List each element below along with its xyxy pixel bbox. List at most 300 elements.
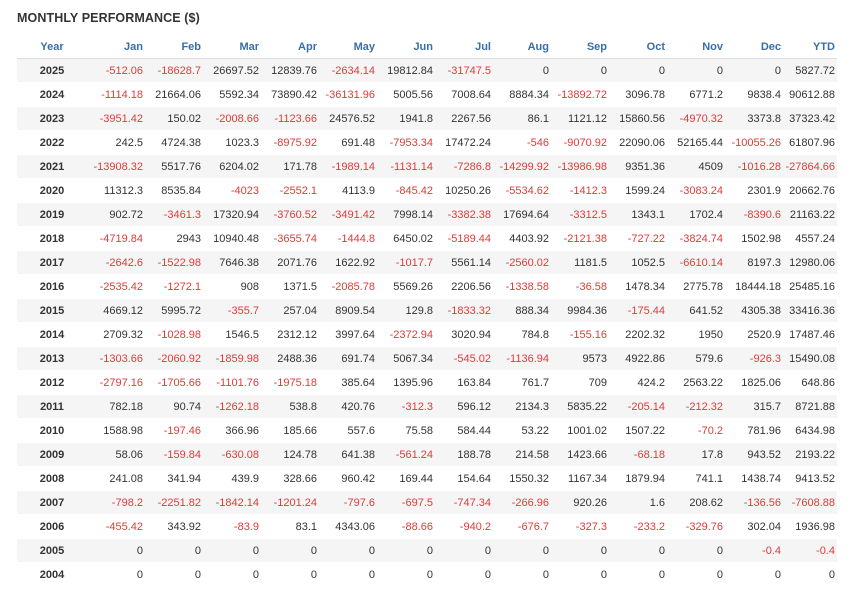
month-value-cell: 943.52 — [725, 443, 783, 467]
month-value-cell: -1338.58 — [493, 275, 551, 299]
month-value-cell: -1989.14 — [319, 155, 377, 179]
month-value-cell: 3096.78 — [609, 83, 667, 107]
month-value-cell: -3655.74 — [261, 227, 319, 251]
month-value-cell: 185.66 — [261, 419, 319, 443]
month-value-cell: -2560.02 — [493, 251, 551, 275]
month-value-cell: -83.9 — [203, 515, 261, 539]
year-cell: 2010 — [17, 419, 87, 443]
month-value-cell: 0 — [493, 59, 551, 83]
month-value-cell: -329.76 — [667, 515, 725, 539]
month-value-cell: 1023.3 — [203, 131, 261, 155]
month-value-cell: 4724.38 — [145, 131, 203, 155]
month-value-cell: -3083.24 — [667, 179, 725, 203]
month-value-cell: 2134.3 — [493, 395, 551, 419]
month-value-cell: 741.1 — [667, 467, 725, 491]
month-value-cell: 5005.56 — [377, 83, 435, 107]
ytd-cell: 5827.72 — [783, 59, 837, 83]
month-value-cell: -3824.74 — [667, 227, 725, 251]
month-value-cell: 75.58 — [377, 419, 435, 443]
month-value-cell: 241.08 — [87, 467, 145, 491]
month-value-cell: 150.02 — [145, 107, 203, 131]
ytd-cell: 90612.88 — [783, 83, 837, 107]
month-value-cell: 782.18 — [87, 395, 145, 419]
ytd-cell: -0.4 — [783, 539, 837, 563]
month-value-cell: 83.1 — [261, 515, 319, 539]
month-value-cell: 960.42 — [319, 467, 377, 491]
ytd-cell: 33416.36 — [783, 299, 837, 323]
month-value-cell: 10940.48 — [203, 227, 261, 251]
month-value-cell: 52165.44 — [667, 131, 725, 155]
month-value-cell: 4403.92 — [493, 227, 551, 251]
month-value-cell: -798.2 — [87, 491, 145, 515]
month-value-cell: 0 — [609, 539, 667, 563]
ytd-cell: 6434.98 — [783, 419, 837, 443]
month-value-cell: 10250.26 — [435, 179, 493, 203]
month-value-cell: 1546.5 — [203, 323, 261, 347]
month-value-cell: -1136.94 — [493, 347, 551, 371]
year-cell: 2022 — [17, 131, 87, 155]
column-header-dec: Dec — [725, 36, 783, 59]
month-value-cell: -212.32 — [667, 395, 725, 419]
month-value-cell: 1599.24 — [609, 179, 667, 203]
month-value-cell: 1121.12 — [551, 107, 609, 131]
year-cell: 2006 — [17, 515, 87, 539]
month-value-cell: 7998.14 — [377, 203, 435, 227]
month-value-cell: -2552.1 — [261, 179, 319, 203]
year-cell: 2025 — [17, 59, 87, 83]
month-value-cell: 8884.34 — [493, 83, 551, 107]
month-value-cell: 0 — [319, 539, 377, 563]
month-value-cell: 691.48 — [319, 131, 377, 155]
month-value-cell: -312.3 — [377, 395, 435, 419]
table-row — [17, 203, 837, 227]
table-row — [17, 515, 837, 539]
month-value-cell: 2520.9 — [725, 323, 783, 347]
month-value-cell: 1181.5 — [551, 251, 609, 275]
month-value-cell: 86.1 — [493, 107, 551, 131]
month-value-cell: -676.7 — [493, 515, 551, 539]
year-cell: 2021 — [17, 155, 87, 179]
month-value-cell: -233.2 — [609, 515, 667, 539]
month-value-cell: 0 — [261, 563, 319, 587]
ytd-cell: 9413.52 — [783, 467, 837, 491]
month-value-cell: -266.96 — [493, 491, 551, 515]
ytd-cell: 17487.46 — [783, 323, 837, 347]
month-value-cell: 584.44 — [435, 419, 493, 443]
month-value-cell: 0 — [725, 59, 783, 83]
month-value-cell: 0 — [551, 563, 609, 587]
month-value-cell: -455.42 — [87, 515, 145, 539]
year-cell: 2009 — [17, 443, 87, 467]
column-header-year: Year — [17, 36, 87, 59]
month-value-cell: -1017.7 — [377, 251, 435, 275]
month-value-cell: 0 — [87, 563, 145, 587]
month-value-cell: 17694.64 — [493, 203, 551, 227]
month-value-cell: 596.12 — [435, 395, 493, 419]
ytd-cell: 37323.42 — [783, 107, 837, 131]
month-value-cell: -2060.92 — [145, 347, 203, 371]
month-value-cell: 641.52 — [667, 299, 725, 323]
month-value-cell: 420.76 — [319, 395, 377, 419]
month-value-cell: -3760.52 — [261, 203, 319, 227]
month-value-cell: -1123.66 — [261, 107, 319, 131]
ytd-cell: 12980.06 — [783, 251, 837, 275]
month-value-cell: -70.2 — [667, 419, 725, 443]
column-header-aug: Aug — [493, 36, 551, 59]
month-value-cell: 2202.32 — [609, 323, 667, 347]
month-value-cell: -747.34 — [435, 491, 493, 515]
year-cell: 2004 — [17, 563, 87, 587]
month-value-cell: 784.8 — [493, 323, 551, 347]
ytd-cell: -7608.88 — [783, 491, 837, 515]
month-value-cell: 53.22 — [493, 419, 551, 443]
month-value-cell: -845.42 — [377, 179, 435, 203]
month-value-cell: -7953.34 — [377, 131, 435, 155]
ytd-cell: 20662.76 — [783, 179, 837, 203]
month-value-cell: 1423.66 — [551, 443, 609, 467]
year-cell: 2015 — [17, 299, 87, 323]
month-value-cell: 7646.38 — [203, 251, 261, 275]
month-value-cell: -5189.44 — [435, 227, 493, 251]
month-value-cell: -797.6 — [319, 491, 377, 515]
month-value-cell: 0 — [609, 59, 667, 83]
month-value-cell: -1131.14 — [377, 155, 435, 179]
column-header-oct: Oct — [609, 36, 667, 59]
month-value-cell: 2563.22 — [667, 371, 725, 395]
month-value-cell: 4113.9 — [319, 179, 377, 203]
month-value-cell: 11312.3 — [87, 179, 145, 203]
month-value-cell: 781.96 — [725, 419, 783, 443]
month-value-cell: 902.72 — [87, 203, 145, 227]
month-value-cell: -940.2 — [435, 515, 493, 539]
month-value-cell: -31747.5 — [435, 59, 493, 83]
month-value-cell: -197.46 — [145, 419, 203, 443]
month-value-cell: -1101.76 — [203, 371, 261, 395]
ytd-cell: 0 — [783, 563, 837, 587]
month-value-cell: 1001.02 — [551, 419, 609, 443]
month-value-cell: 17320.94 — [203, 203, 261, 227]
month-value-cell: 315.7 — [725, 395, 783, 419]
month-value-cell: 1588.98 — [87, 419, 145, 443]
month-value-cell: 24576.52 — [319, 107, 377, 131]
month-value-cell: 2943 — [145, 227, 203, 251]
month-value-cell: 90.74 — [145, 395, 203, 419]
year-cell: 2024 — [17, 83, 87, 107]
month-value-cell: -3461.3 — [145, 203, 203, 227]
table-row — [17, 299, 837, 323]
ytd-cell: 25485.16 — [783, 275, 837, 299]
month-value-cell: 424.2 — [609, 371, 667, 395]
year-cell: 2016 — [17, 275, 87, 299]
column-header-sep: Sep — [551, 36, 609, 59]
ytd-cell: 1936.98 — [783, 515, 837, 539]
table-row — [17, 107, 837, 131]
column-header-jun: Jun — [377, 36, 435, 59]
month-value-cell: 691.74 — [319, 347, 377, 371]
month-value-cell: 12839.76 — [261, 59, 319, 83]
month-value-cell: -3382.38 — [435, 203, 493, 227]
month-value-cell: -4970.32 — [667, 107, 725, 131]
month-value-cell: 257.04 — [261, 299, 319, 323]
month-value-cell: 0 — [493, 563, 551, 587]
table-row — [17, 83, 837, 107]
month-value-cell: 0 — [551, 539, 609, 563]
month-value-cell: 385.64 — [319, 371, 377, 395]
month-value-cell: 0 — [435, 539, 493, 563]
year-cell: 2007 — [17, 491, 87, 515]
month-value-cell: 214.58 — [493, 443, 551, 467]
month-value-cell: -1444.8 — [319, 227, 377, 251]
month-value-cell: 761.7 — [493, 371, 551, 395]
column-header-may: May — [319, 36, 377, 59]
month-value-cell: 0 — [493, 539, 551, 563]
month-value-cell: -1303.66 — [87, 347, 145, 371]
month-value-cell: 4922.86 — [609, 347, 667, 371]
month-value-cell: -175.44 — [609, 299, 667, 323]
month-value-cell: -1975.18 — [261, 371, 319, 395]
month-value-cell: 8535.84 — [145, 179, 203, 203]
month-value-cell: -7286.8 — [435, 155, 493, 179]
month-value-cell: 2301.9 — [725, 179, 783, 203]
month-value-cell: 328.66 — [261, 467, 319, 491]
month-value-cell: 1941.8 — [377, 107, 435, 131]
table-row — [17, 491, 837, 515]
month-value-cell: 888.34 — [493, 299, 551, 323]
month-value-cell: 73890.42 — [261, 83, 319, 107]
month-value-cell: 5835.22 — [551, 395, 609, 419]
month-value-cell: 8909.54 — [319, 299, 377, 323]
month-value-cell: -2535.42 — [87, 275, 145, 299]
month-value-cell: -6610.14 — [667, 251, 725, 275]
month-value-cell: 920.26 — [551, 491, 609, 515]
month-value-cell: 1622.92 — [319, 251, 377, 275]
month-value-cell: 0 — [667, 59, 725, 83]
month-value-cell: 5592.34 — [203, 83, 261, 107]
month-value-cell: -1016.28 — [725, 155, 783, 179]
ytd-cell: 15490.08 — [783, 347, 837, 371]
month-value-cell: 0 — [145, 563, 203, 587]
month-value-cell: -2121.38 — [551, 227, 609, 251]
month-value-cell: 2312.12 — [261, 323, 319, 347]
column-header-feb: Feb — [145, 36, 203, 59]
month-value-cell: -0.4 — [725, 539, 783, 563]
month-value-cell: 21664.06 — [145, 83, 203, 107]
month-value-cell: -2085.78 — [319, 275, 377, 299]
month-value-cell: 17472.24 — [435, 131, 493, 155]
month-value-cell: 8197.3 — [725, 251, 783, 275]
ytd-cell: 2193.22 — [783, 443, 837, 467]
month-value-cell: 3020.94 — [435, 323, 493, 347]
month-value-cell: -3312.5 — [551, 203, 609, 227]
month-value-cell: 1702.4 — [667, 203, 725, 227]
header-row — [17, 36, 837, 59]
month-value-cell: 1478.34 — [609, 275, 667, 299]
month-value-cell: 1.6 — [609, 491, 667, 515]
month-value-cell: 0 — [725, 563, 783, 587]
column-header-jan: Jan — [87, 36, 145, 59]
year-cell: 2018 — [17, 227, 87, 251]
month-value-cell: 1343.1 — [609, 203, 667, 227]
table-row — [17, 179, 837, 203]
month-value-cell: 4509 — [667, 155, 725, 179]
table-row — [17, 227, 837, 251]
month-value-cell: 208.62 — [667, 491, 725, 515]
column-header-jul: Jul — [435, 36, 493, 59]
month-value-cell: 0 — [667, 539, 725, 563]
table-row — [17, 467, 837, 491]
month-value-cell: 5517.76 — [145, 155, 203, 179]
month-value-cell: -3951.42 — [87, 107, 145, 131]
month-value-cell: -561.24 — [377, 443, 435, 467]
month-value-cell: -14299.92 — [493, 155, 551, 179]
month-value-cell: 0 — [377, 563, 435, 587]
ytd-cell: 8721.88 — [783, 395, 837, 419]
month-value-cell: -1842.14 — [203, 491, 261, 515]
month-value-cell: 2071.76 — [261, 251, 319, 275]
ytd-cell: 21163.22 — [783, 203, 837, 227]
month-value-cell: 538.8 — [261, 395, 319, 419]
month-value-cell: 18444.18 — [725, 275, 783, 299]
month-value-cell: 154.64 — [435, 467, 493, 491]
month-value-cell: -1272.1 — [145, 275, 203, 299]
month-value-cell: 2709.32 — [87, 323, 145, 347]
month-value-cell: 169.44 — [377, 467, 435, 491]
month-value-cell: -159.84 — [145, 443, 203, 467]
month-value-cell: 1550.32 — [493, 467, 551, 491]
table-row — [17, 251, 837, 275]
month-value-cell: 0 — [609, 563, 667, 587]
month-value-cell: -1833.32 — [435, 299, 493, 323]
month-value-cell: 188.78 — [435, 443, 493, 467]
ytd-cell: 61807.96 — [783, 131, 837, 155]
year-cell: 2013 — [17, 347, 87, 371]
month-value-cell: 302.04 — [725, 515, 783, 539]
year-cell: 2023 — [17, 107, 87, 131]
month-value-cell: 26697.52 — [203, 59, 261, 83]
ytd-cell: 4557.24 — [783, 227, 837, 251]
month-value-cell: -13986.98 — [551, 155, 609, 179]
table-row — [17, 155, 837, 179]
month-value-cell: -1859.98 — [203, 347, 261, 371]
month-value-cell: 1950 — [667, 323, 725, 347]
month-value-cell: 1879.94 — [609, 467, 667, 491]
month-value-cell: 7008.64 — [435, 83, 493, 107]
month-value-cell: 341.94 — [145, 467, 203, 491]
month-value-cell: -4023 — [203, 179, 261, 203]
year-cell: 2011 — [17, 395, 87, 419]
month-value-cell: -9070.92 — [551, 131, 609, 155]
year-cell: 2005 — [17, 539, 87, 563]
column-header-apr: Apr — [261, 36, 319, 59]
month-value-cell: 0 — [319, 563, 377, 587]
month-value-cell: 22090.06 — [609, 131, 667, 155]
month-value-cell: 641.38 — [319, 443, 377, 467]
month-value-cell: 1371.5 — [261, 275, 319, 299]
month-value-cell: -155.16 — [551, 323, 609, 347]
month-value-cell: 19812.84 — [377, 59, 435, 83]
table-row — [17, 563, 837, 587]
month-value-cell: -1028.98 — [145, 323, 203, 347]
performance-table — [17, 36, 837, 586]
month-value-cell: 4343.06 — [319, 515, 377, 539]
month-value-cell: -1412.3 — [551, 179, 609, 203]
year-cell: 2020 — [17, 179, 87, 203]
month-value-cell: 5067.34 — [377, 347, 435, 371]
month-value-cell: 2488.36 — [261, 347, 319, 371]
month-value-cell: 1052.5 — [609, 251, 667, 275]
month-value-cell: 2775.78 — [667, 275, 725, 299]
month-value-cell: 4669.12 — [87, 299, 145, 323]
month-value-cell: 0 — [551, 59, 609, 83]
ytd-cell: -27864.66 — [783, 155, 837, 179]
month-value-cell: 124.78 — [261, 443, 319, 467]
month-value-cell: 4305.38 — [725, 299, 783, 323]
month-value-cell: 439.9 — [203, 467, 261, 491]
month-value-cell: -630.08 — [203, 443, 261, 467]
month-value-cell: -1705.66 — [145, 371, 203, 395]
month-value-cell: 1167.34 — [551, 467, 609, 491]
month-value-cell: -926.3 — [725, 347, 783, 371]
month-value-cell: 15860.56 — [609, 107, 667, 131]
month-value-cell: -13892.72 — [551, 83, 609, 107]
month-value-cell: 3373.8 — [725, 107, 783, 131]
month-value-cell: -327.3 — [551, 515, 609, 539]
month-value-cell: 0 — [145, 539, 203, 563]
month-value-cell: -5534.62 — [493, 179, 551, 203]
month-value-cell: 9573 — [551, 347, 609, 371]
month-value-cell: -4719.84 — [87, 227, 145, 251]
month-value-cell: -36.58 — [551, 275, 609, 299]
month-value-cell: -8390.6 — [725, 203, 783, 227]
month-value-cell: -136.56 — [725, 491, 783, 515]
column-header-ytd: YTD — [783, 36, 837, 59]
year-cell: 2017 — [17, 251, 87, 275]
month-value-cell: -88.66 — [377, 515, 435, 539]
month-value-cell: -2372.94 — [377, 323, 435, 347]
month-value-cell: -2642.6 — [87, 251, 145, 275]
table-row — [17, 275, 837, 299]
year-cell: 2019 — [17, 203, 87, 227]
month-value-cell: -13908.32 — [87, 155, 145, 179]
month-value-cell: -2008.66 — [203, 107, 261, 131]
month-value-cell: 171.78 — [261, 155, 319, 179]
column-header-mar: Mar — [203, 36, 261, 59]
month-value-cell: 0 — [203, 563, 261, 587]
month-value-cell: 2206.56 — [435, 275, 493, 299]
month-value-cell: 58.06 — [87, 443, 145, 467]
ytd-cell: 648.86 — [783, 371, 837, 395]
month-value-cell: -512.06 — [87, 59, 145, 83]
month-value-cell: -68.18 — [609, 443, 667, 467]
month-value-cell: -18628.7 — [145, 59, 203, 83]
month-value-cell: 1507.22 — [609, 419, 667, 443]
table-row — [17, 371, 837, 395]
month-value-cell: -1262.18 — [203, 395, 261, 419]
month-value-cell: 557.6 — [319, 419, 377, 443]
table-row — [17, 395, 837, 419]
month-value-cell: -697.5 — [377, 491, 435, 515]
year-cell: 2012 — [17, 371, 87, 395]
table-row — [17, 131, 837, 155]
column-header-nov: Nov — [667, 36, 725, 59]
month-value-cell: 0 — [87, 539, 145, 563]
month-value-cell: 0 — [435, 563, 493, 587]
year-cell: 2008 — [17, 467, 87, 491]
month-value-cell: -355.7 — [203, 299, 261, 323]
table-row — [17, 539, 837, 563]
month-value-cell: 3997.64 — [319, 323, 377, 347]
month-value-cell: 129.8 — [377, 299, 435, 323]
